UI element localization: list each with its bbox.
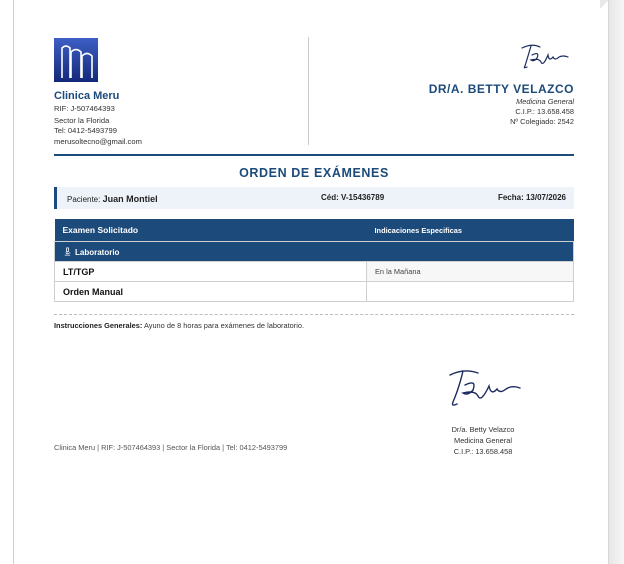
- table-header-row: [55, 219, 574, 242]
- signature-image-bottom: [444, 366, 522, 408]
- page-corner: [600, 0, 609, 9]
- table-row: [55, 262, 574, 282]
- signature-specialty: Medicina General: [454, 436, 512, 445]
- dashed-divider: [54, 314, 574, 315]
- clinic-rif: RIF: J-507464393: [54, 104, 115, 113]
- header-divider: [308, 37, 309, 145]
- clinic-email: merusoltecno@gmail.com: [54, 137, 142, 146]
- indication-cell: En la Mañana: [367, 262, 574, 282]
- clinic-address: Sector la Florida: [54, 116, 110, 125]
- patient-field: [67, 194, 158, 204]
- clinic-phone: Tel: 0412-5493799: [54, 126, 117, 135]
- table-row: [55, 282, 574, 302]
- patient-ced: Céd: V-15436789: [321, 193, 385, 202]
- patient-name: Juan Montiel: [102, 194, 158, 204]
- signature-cip: C.I.P.: 13.658.458: [453, 447, 513, 456]
- microscope-icon: [63, 247, 72, 256]
- header-indications: Indicaciones Especificas: [367, 219, 574, 242]
- exam-cell: LT/TGP: [55, 262, 367, 282]
- instructions-text: Ayuno de 8 horas para exámenes de laboratorio.: [142, 321, 305, 330]
- footer-clinic-info: Clinica Meru | RIF: J-507464393 | Sector la Florida | Tel: 0412-5493799: [54, 443, 288, 452]
- doctor-specialty: Medicina General: [516, 97, 574, 106]
- doctor-name: DR/A. BETTY VELAZCO: [428, 82, 574, 96]
- header-rule: [54, 154, 574, 156]
- signature-name: Dr/a. Betty Velazco: [451, 425, 515, 434]
- page-border-left: [13, 0, 14, 564]
- viewer-background: [609, 0, 624, 564]
- signature-image-top: [518, 42, 570, 70]
- section-label: Laboratorio: [75, 247, 120, 257]
- doctor-cip: C.I.P.: 13.658.458: [515, 107, 574, 116]
- document-title: ORDEN DE EXÁMENES: [239, 166, 389, 180]
- section-row: [55, 242, 574, 262]
- exams-table: [54, 219, 574, 302]
- general-instructions: [54, 321, 304, 330]
- order-date: Fecha: 13/07/2026: [497, 193, 566, 202]
- section-cell: [55, 242, 574, 262]
- clinic-logo: [54, 38, 98, 82]
- indication-cell: [367, 282, 574, 302]
- exam-cell: Orden Manual: [55, 282, 367, 302]
- instructions-label: Instrucciones Generales:: [54, 321, 143, 330]
- header-exam: Examen Solicitado: [55, 219, 367, 242]
- clinic-name: Clinica Meru: [54, 90, 120, 102]
- patient-label: Paciente:: [67, 195, 101, 204]
- doctor-colegiado: Nº Colegiado: 2542: [510, 117, 574, 126]
- patient-info-bar: [54, 187, 574, 209]
